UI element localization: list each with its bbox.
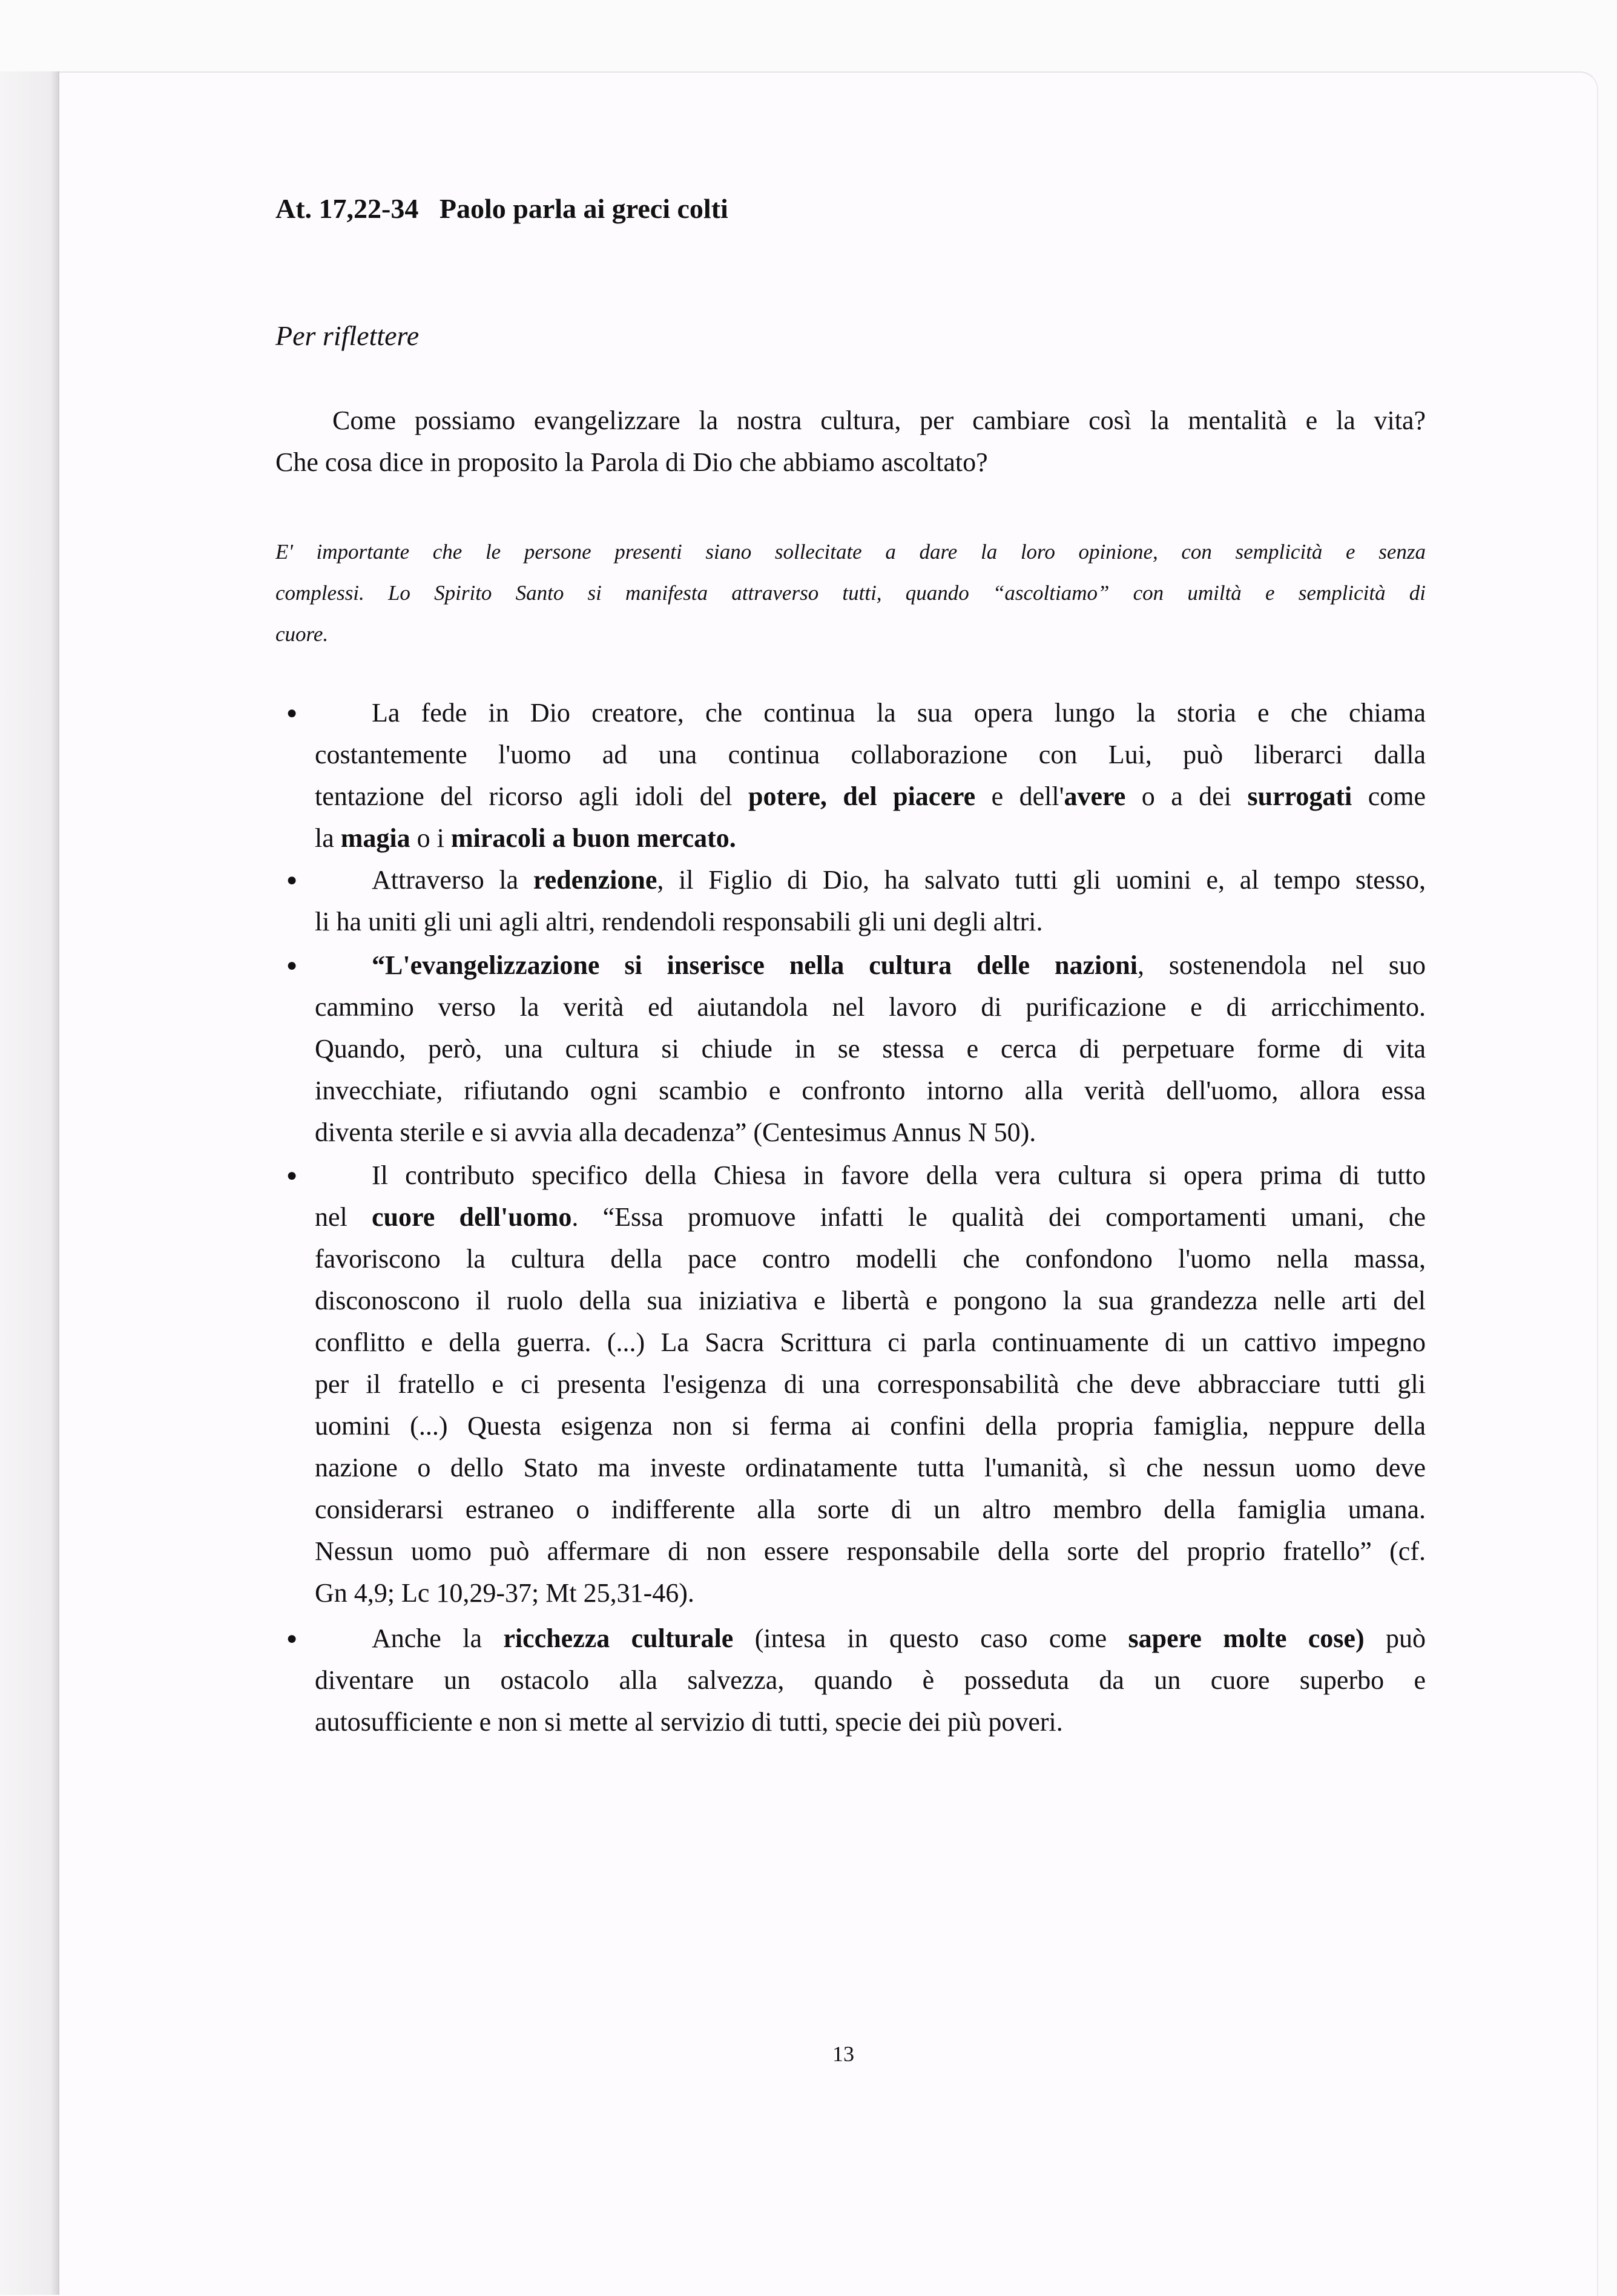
- text-line: [315, 775, 1426, 817]
- text-line: [315, 1363, 1426, 1405]
- italic-note: [275, 531, 1426, 655]
- text-line: [315, 1111, 1426, 1153]
- text-run: , sostenendola nel suo: [1137, 950, 1426, 980]
- text-line: [275, 441, 1426, 483]
- text-run: [877, 781, 893, 811]
- text-run: Anche la: [372, 1623, 504, 1653]
- text-line: [315, 1238, 1426, 1280]
- text-line: [315, 1659, 1426, 1701]
- text-run: nel: [315, 1202, 372, 1232]
- bullet-item: [275, 859, 1426, 942]
- text-run: cuore.: [275, 622, 329, 646]
- text-run: Attraverso la: [372, 865, 533, 895]
- text-line: [315, 1028, 1426, 1070]
- text-line: [315, 944, 1426, 986]
- text-run: o a dei: [1125, 781, 1248, 811]
- text-line: [275, 400, 1426, 441]
- text-run: Gn 4,9; Lc 10,29-37; Mt 25,31-46).: [315, 1578, 694, 1608]
- text-line: [275, 531, 1426, 573]
- bullet-item: [275, 944, 1426, 1153]
- text-line: [275, 614, 1426, 655]
- text-run: tentazione del ricorso agli idoli del: [315, 781, 748, 811]
- text-line: [315, 1701, 1426, 1743]
- bold-text: potere, del: [748, 781, 877, 811]
- section-heading: At. 17,22-34 Paolo parla ai greci colti: [275, 193, 728, 224]
- bold-text: redenzione: [533, 865, 657, 895]
- text-run: Come possiamo evangelizzare la nostra cultura, per cambiare così la mentalità e la vita?: [332, 406, 1426, 435]
- text-run: , il Figlio di Dio, ha salvato tutti gli uomini e, al tempo stesso,: [657, 865, 1426, 895]
- bold-text: piacere: [893, 781, 976, 811]
- text-line: [315, 817, 1426, 859]
- text-line: [315, 1447, 1426, 1488]
- text-run: costantemente l'uomo ad una continua collaborazione con Lui, può liberarci dalla: [315, 740, 1426, 769]
- text-line: [275, 573, 1426, 614]
- text-run: uomini (...) Questa esigenza non si ferma ai confini della propria famiglia, neppure della: [315, 1411, 1426, 1441]
- bold-text: sapere molte cose): [1128, 1623, 1365, 1653]
- text-run: può: [1364, 1623, 1426, 1653]
- text-run: cammino verso la verità ed aiutandola nel lavoro di purificazione e di arricchimento.: [315, 992, 1426, 1022]
- bullet-item: [275, 1154, 1426, 1614]
- text-line: [315, 1405, 1426, 1447]
- text-run: nazione o dello Stato ma investe ordinatamente tutta l'umanità, sì che nessun uomo deve: [315, 1453, 1426, 1482]
- text-run: autosufficiente e non si mette al servizio di tutti, specie dei più poveri.: [315, 1707, 1063, 1737]
- text-run: o i: [410, 823, 451, 853]
- text-run: diventa sterile e si avvia alla decadenza” (Centesimus Annus N 50).: [315, 1117, 1036, 1147]
- bullet-text: [315, 859, 1426, 942]
- text-line: [315, 1617, 1426, 1659]
- text-line: [315, 734, 1426, 775]
- text-run: La fede in Dio creatore, che continua la sua opera lungo la storia e che chiama: [372, 698, 1426, 728]
- page-number: 13: [832, 2042, 854, 2066]
- bullet-icon: ●: [286, 955, 298, 975]
- binding-spine: [0, 71, 59, 2295]
- bold-text: avere: [1064, 781, 1126, 811]
- text-line: [315, 1321, 1426, 1363]
- text-run: conflitto e della guerra. (...) La Sacra Scrittura ci parla continuamente di un cattivo impegno: [315, 1327, 1426, 1357]
- text-line: [315, 1530, 1426, 1572]
- bold-text: ricchezza culturale: [503, 1623, 734, 1653]
- text-line: [315, 1280, 1426, 1321]
- text-run: complessi. Lo Spirito Santo si manifesta attraverso tutti, quando “ascoltiamo” con umiltà e semplicità di: [275, 581, 1426, 605]
- text-run: . “Essa promuove infatti le qualità dei comportamenti umani, che: [571, 1202, 1426, 1232]
- bullet-icon: ●: [286, 1628, 298, 1648]
- bullet-icon: ●: [286, 703, 298, 723]
- bullet-text: [315, 944, 1426, 1153]
- text-line: [315, 1572, 1426, 1614]
- text-run: disconoscono il ruolo della sua iniziativa e libertà e pongono la sua grandezza nelle arti del: [315, 1286, 1426, 1315]
- text-run: E' importante che le persone presenti siano sollecitate a dare la loro opinione, con semplicità e senza: [275, 540, 1426, 564]
- bold-text: miracoli a buon mercato.: [450, 823, 736, 853]
- text-run: Quando, però, una cultura si chiude in se stessa e cerca di perpetuare forme di vita: [315, 1034, 1426, 1064]
- bold-text: magia: [340, 823, 410, 853]
- text-run: la: [315, 823, 341, 853]
- text-run: Che cosa dice in proposito la Parola di Dio che abbiamo ascoltato?: [275, 447, 988, 477]
- text-run: li ha uniti gli uni agli altri, rendendoli responsabili gli uni degli altri.: [315, 907, 1043, 936]
- bullet-text: [315, 1154, 1426, 1614]
- text-line: [315, 692, 1426, 734]
- text-run: per il fratello e ci presenta l'esigenza di una corresponsabilità che deve abbracciare tutti gli: [315, 1369, 1426, 1399]
- subheading: Per riflettere: [275, 320, 420, 351]
- bullet-icon: ●: [286, 1165, 298, 1185]
- text-line: [315, 986, 1426, 1028]
- text-run: e dell': [975, 781, 1064, 811]
- text-run: Il contributo specifico della Chiesa in favore della vera cultura si opera prima di tutto: [372, 1160, 1426, 1190]
- bullet-item: [275, 1617, 1426, 1743]
- text-line: [315, 1070, 1426, 1111]
- bold-text: surrogati: [1247, 781, 1352, 811]
- text-run: diventare un ostacolo alla salvezza, quando è posseduta da un cuore superbo e: [315, 1665, 1426, 1695]
- text-line: [315, 1154, 1426, 1196]
- intro-paragraph: [275, 400, 1426, 483]
- text-run: (intesa in questo caso come: [733, 1623, 1128, 1653]
- text-run: favoriscono la cultura della pace contro modelli che confondono l'uomo nella massa,: [315, 1244, 1426, 1274]
- text-run: considerarsi estraneo o indifferente alla sorte di un altro membro della famiglia umana.: [315, 1495, 1426, 1524]
- bullet-text: [315, 1617, 1426, 1743]
- text-line: [315, 901, 1426, 942]
- bullet-item: [275, 692, 1426, 859]
- bold-text: cuore dell'uomo: [372, 1202, 572, 1232]
- bullet-icon: ●: [286, 870, 298, 890]
- text-line: [315, 1488, 1426, 1530]
- text-line: [315, 1196, 1426, 1238]
- bullet-text: [315, 692, 1426, 859]
- bold-text: “L'evangelizzazione si inserisce nella cultura delle nazioni: [372, 950, 1138, 980]
- text-run: invecchiate, rifiutando ogni scambio e confronto intorno alla verità dell'uomo, allora essa: [315, 1076, 1426, 1105]
- text-run: come: [1352, 781, 1426, 811]
- text-line: [315, 859, 1426, 901]
- text-run: Nessun uomo può affermare di non essere responsabile della sorte del proprio fratello” (cf.: [315, 1536, 1426, 1566]
